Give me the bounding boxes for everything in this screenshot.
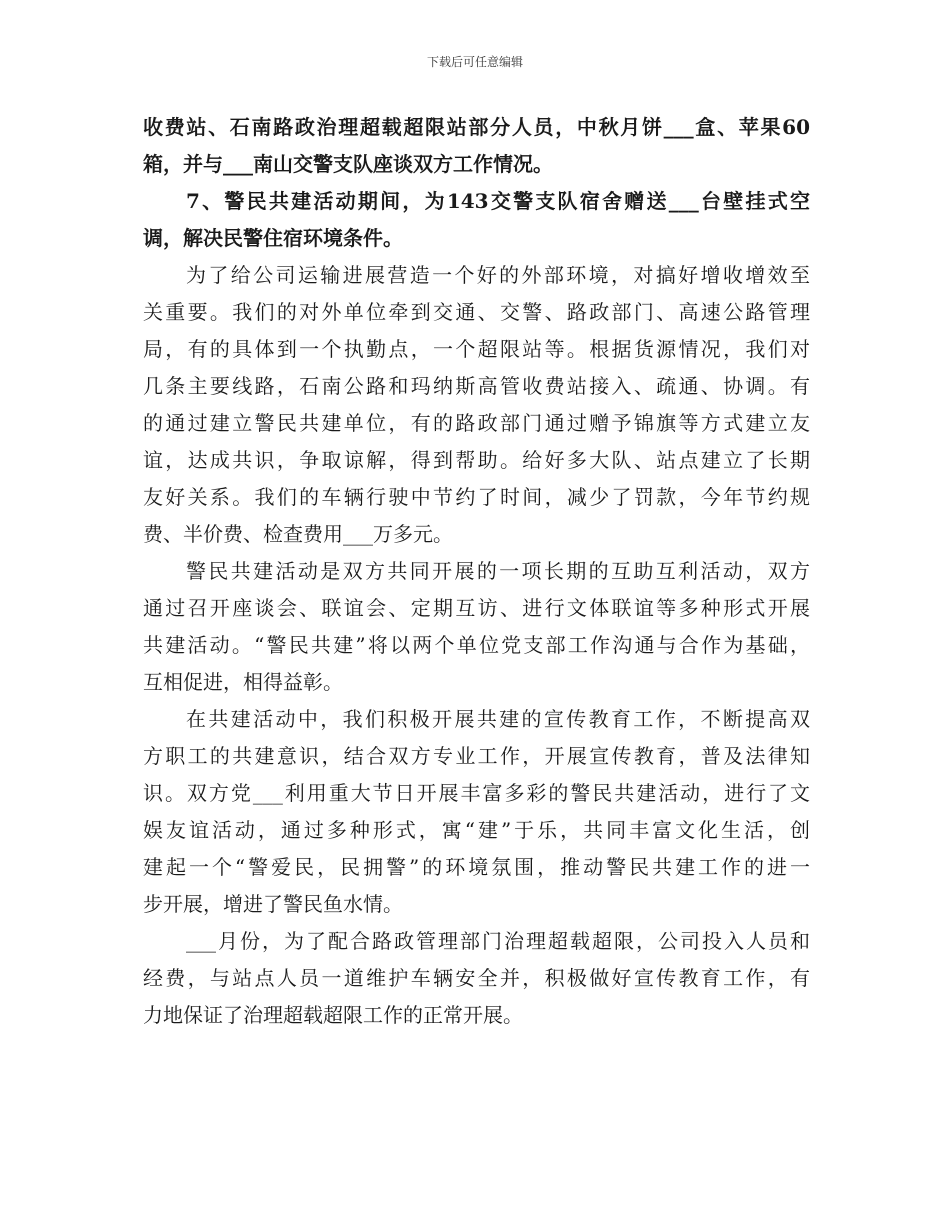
text-line: 共建活动。“警民共建”将以两个单位党支部工作沟通与合作为基础，: [143, 633, 810, 657]
text-line: 费、半价费、检查费用___万多元。: [143, 522, 453, 546]
text-line: 箱，并与___南山交警支队座谈双方工作情况。: [143, 152, 553, 176]
text-line: 娱友谊活动，通过多种形式，寓“建”于乐，共同丰富文化生活，创: [143, 818, 810, 842]
text-line: 7、警民共建活动期间，为143交警支队宿舍赠送___台壁挂式空: [186, 189, 810, 213]
paragraph-5: [143, 701, 810, 923]
text-line: 互相促进，相得益彰。: [143, 670, 343, 694]
paragraph-1: [143, 109, 810, 183]
text-line: 力地保证了治理超载超限工作的正常开展。: [143, 1003, 523, 1027]
text-line: ___月份，为了配合路政管理部门治理超载超限，公司投入人员和: [186, 929, 810, 953]
text-line: 为了给公司运输进展营造一个好的外部环境，对搞好增收增效至: [186, 263, 810, 287]
text-line: 收费站、石南路政治理超载超限站部分人员，中秋月饼___盒、苹果60: [143, 115, 810, 139]
text-line: 建起一个“警爱民，民拥警”的环境氛围，推动警民共建工作的进一: [143, 855, 810, 879]
page-header-note: 下载后可任意编辑: [426, 55, 523, 69]
text-line: 警民共建活动是双方共同开展的一项长期的互助互利活动，双方: [186, 559, 810, 583]
text-line: 步开展，增进了警民鱼水情。: [143, 892, 403, 916]
paragraph-6: [143, 923, 810, 1034]
text-line: 几条主要线路，石南公路和玛纳斯高管收费站接入、疏通、协调。有: [143, 374, 810, 398]
text-line: 调，解决民警住宿环境条件。: [143, 226, 403, 250]
paragraph-2: [143, 183, 810, 257]
text-line: 友好关系。我们的车辆行驶中节约了时间，减少了罚款，今年节约规: [143, 485, 810, 509]
document-body: [143, 109, 810, 1034]
text-line: 在共建活动中，我们积极开展共建的宣传教育工作，不断提高双: [186, 707, 810, 731]
text-line: 方职工的共建意识，结合双方专业工作，开展宣传教育，普及法律知: [143, 744, 810, 768]
paragraph-3: [143, 257, 810, 553]
text-line: 识。双方党___利用重大节日开展丰富多彩的警民共建活动，进行了文: [143, 781, 810, 805]
text-line: 的通过建立警民共建单位，有的路政部门通过赠予锦旗等方式建立友: [143, 411, 810, 435]
text-line: 局，有的具体到一个执勤点，一个超限站等。根据货源情况，我们对: [143, 337, 810, 361]
text-line: 谊，达成共识，争取谅解，得到帮助。给好多大队、站点建立了长期: [143, 448, 810, 472]
text-line: 通过召开座谈会、联谊会、定期互访、进行文体联谊等多种形式开展: [143, 596, 810, 620]
paragraph-4: [143, 553, 810, 701]
text-line: 经费，与站点人员一道维护车辆安全并，积极做好宣传教育工作，有: [143, 966, 810, 990]
text-line: 关重要。我们的对外单位牵到交通、交警、路政部门、高速公路管理: [143, 300, 810, 324]
